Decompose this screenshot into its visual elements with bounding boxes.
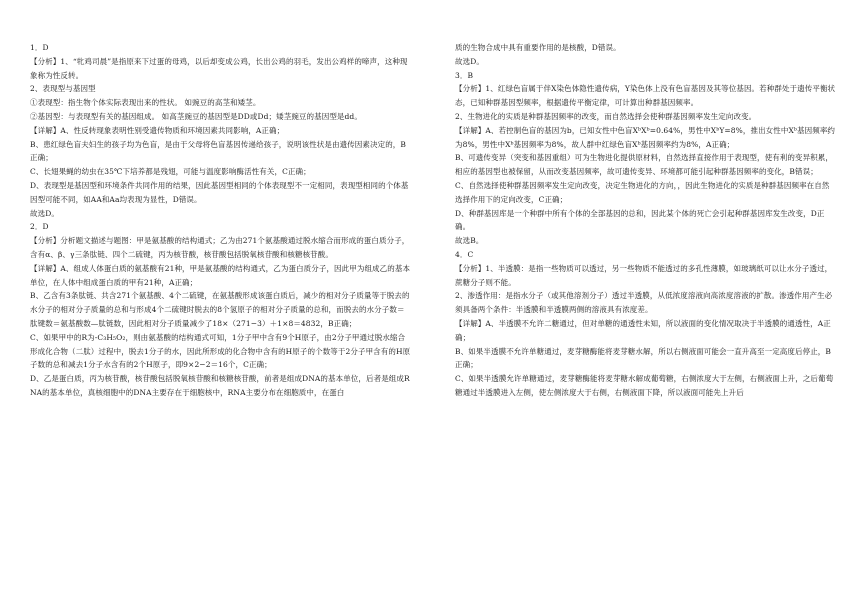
paragraph: 2．D xyxy=(30,222,49,232)
paragraph: B、可遗传变异（突变和基因重组）可为生物进化提供原材料，自然选择直接作用于表现型，使有利的变异积累，相应的基因型也被保留，从而改变基因频率，故可遗传变异、环境都可能引起种群基因频率的变化，B错误； xyxy=(455,153,834,177)
paragraph: 【分析】分析题文描述与题图：甲是氨基酸的结构通式；乙为由271个氨基酸通过脱水缩合而形成的蛋白质分子，含有α、β、γ三条肽链、四个二硫键，丙为核苷酸，核苷酸包括脱氧核苷酸和核糖核苷酸。 xyxy=(30,236,410,259)
paragraph: 故选D。 xyxy=(30,208,59,218)
paragraph: 2、生物进化的实质是种群基因频率的改变，而自然选择会使种群基因频率发生定向改变。 xyxy=(455,111,757,121)
paragraph: 故选D。 xyxy=(455,56,484,66)
paragraph: 故选B。 xyxy=(455,236,484,246)
paragraph: 【详解】A、若控制色盲的基因为b，已知女性中色盲XᵇXᵇ=0.64%，男性中XᵇY=8%，推出女性中Xᵇ基因频率约为8%，男性中Xᵇ基因频率为8%，故人群中红绿色盲Xᵇ基因频率约为8%，A正确； xyxy=(455,125,836,149)
paragraph: B、乙含有3条肽链、共含271个氨基酸、4个二硫键，在氨基酸形成该蛋白质后，减少的相对分子质量等于脱去的水分子的相对分子质量的总和与形成4个二硫键时脱去的8个氢原子的相对分子质量的总和，而脱去的水分子数＝肽键数＝氨基酸数—肽链数，因此相对分子质量减少了18×（271−3）＋1×8＝4832，B正确； xyxy=(30,291,410,328)
paragraph: C、长翅果蝇的幼虫在35℃下培养都是残翅，可能与温度影响酶活性有关，C正确； xyxy=(30,167,311,177)
paragraph: 2、渗透作用：是指水分子（或其他溶剂分子）透过半透膜，从低浓度溶液向高浓度溶液的扩散。渗透作用产生必须具备两个条件：半透膜和半透膜两侧的溶液具有浓度差。 xyxy=(455,291,833,315)
paragraph: D、乙是蛋白质，丙为核苷酸，核苷酸包括脱氧核苷酸和核糖核苷酸，前者是组成DNA的基本单位，后者是组成RNA的基本单位，真核细胞中的DNA主要存在于细胞核中，RNA主要分布在细胞质中，在蛋白 xyxy=(30,374,410,397)
paragraph: 质的生物合成中具有重要作用的是核酸，D错误。 xyxy=(455,43,621,52)
paragraph: 1．D xyxy=(30,43,49,52)
paragraph: 4．C xyxy=(455,249,474,259)
paragraph: 【分析】1、红绿色盲属于伴X染色体隐性遗传病，Y染色体上没有色盲基因及其等位基因。若种群处于遗传平衡状态，已知种群基因型频率，根据遗传平衡定律，可计算出种群基因频率。 xyxy=(455,84,836,108)
paragraph: B、患红绿色盲夫妇生的孩子均为色盲，是由于父母将色盲基因传递给孩子，说明该性状是由遗传因素决定的，B正确； xyxy=(30,139,407,163)
paragraph: ①表现型：指生物个体实际表现出来的性状。 如豌豆的高茎和矮茎。 xyxy=(30,98,261,108)
paragraph: B、如果半透膜不允许单糖通过，麦芽糖酶能将麦芽糖水解，所以右侧液面可能会一直升高至一定高度后停止，B正确； xyxy=(455,346,832,370)
paragraph: 3．B xyxy=(455,70,474,80)
paragraph: 【详解】A、半透膜不允许二糖通过，但对单糖的通透性未知，所以液面的变化情况取决于半透膜的通透性，A正确； xyxy=(455,318,831,342)
paragraph: 【分析】1、“牝鸡司晨”是指原来下过蛋的母鸡，以后却变成公鸡，长出公鸡的羽毛，发出公鸡样的啼声，这种现象称为性反转。 xyxy=(30,56,408,80)
left-column xyxy=(30,41,412,400)
paragraph: 【详解】A、性反转现象表明性别受遗传物质和环境因素共同影响，A正确； xyxy=(30,125,285,135)
right-column xyxy=(455,41,837,400)
paragraph: 2、表现型与基因型 xyxy=(30,84,96,94)
paragraph: C、如果甲中的R为-C₃H₅O₂，则由氨基酸的结构通式可知，1分子甲中含有9个H原子，由2分子甲通过脱水缩合形成化合物（二肽）过程中，脱去1分子的水，因此所形成的化合物中含有的H原子的个数等于2分子甲含有的H原子数的总和减去1分子水含有的2个H原子，即9×2−2＝16个，C正确； xyxy=(30,332,411,370)
paragraph: 【详解】A、组成人体蛋白质的氨基酸有21种，甲是氨基酸的结构通式，乙为蛋白质分子，因此甲为组成乙的基本单位，在人体中组成蛋白质的甲有21种，A正确； xyxy=(30,263,411,287)
paragraph: D、表现型是基因型和环境条件共同作用的结果，因此基因型相同的个体表现型不一定相同，表现型相同的个体基因型可能不同，如AA和Aa均表现为显性，D错误。 xyxy=(30,180,409,204)
paragraph: 【分析】1、半透膜：是指一些物质可以透过，另一些物质不能透过的多孔性薄膜，如玻璃纸可以让水分子透过，蔗糖分子则不能。 xyxy=(455,263,833,287)
paragraph: ②基因型：与表现型有关的基因组成。 如高茎豌豆的基因型是DD或Dd；矮茎豌豆的基因型是dd。 xyxy=(30,111,362,121)
paragraph: C、自然选择使种群基因频率发生定向改变，决定生物进化的方向，，因此生物进化的实质是种群基因频率在自然选择作用下的定向改变，C正确； xyxy=(455,180,830,204)
paragraph: C、如果半透膜允许单糖通过，麦芽糖酶能将麦芽糖水解成葡萄糖，右侧浓度大于左侧，右侧液面上升，之后葡萄糖通过半透膜进入左侧，使左侧浓度大于右侧，右侧液面下降，所以液面可能先上升后 xyxy=(455,374,834,397)
paragraph: D、种群基因库是一个种群中所有个体的全部基因的总和，因此某个体的死亡会引起种群基因库发生改变，D正确。 xyxy=(455,208,825,232)
